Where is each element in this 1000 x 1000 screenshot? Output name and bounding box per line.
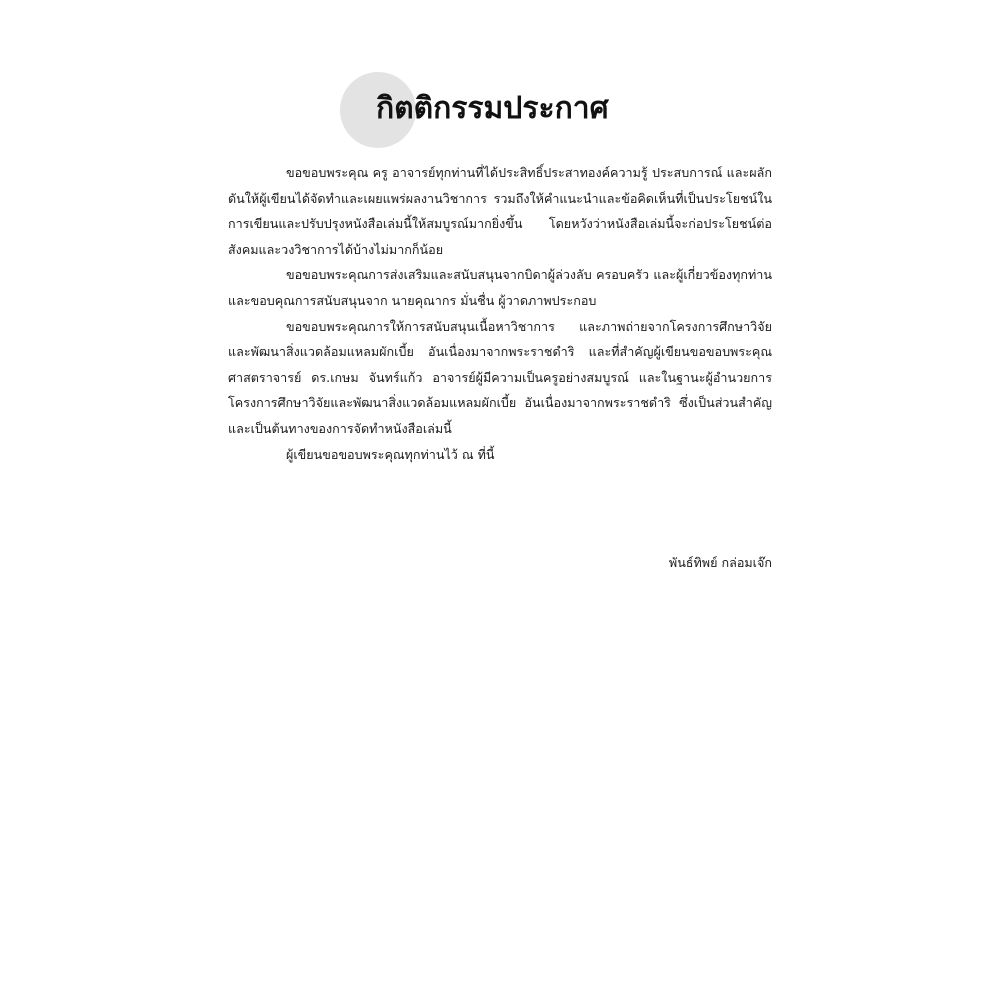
paragraph-family: ขอขอบพระคุณการส่งเสริมและสนับสนุนจากบิดาผู้ล่วงลับ ครอบครัว และผู้เกี่ยวข้องทุกท่าน และขอบคุณการสนับสนุนจาก นายคุณากร มั่นชื่น ผู้วาดภาพประกอบ <box>228 267 772 308</box>
paragraph-closing: ผู้เขียนขอขอบพระคุณทุกท่านไว้ ณ ที่นี้ <box>286 446 495 462</box>
paragraph-project: ขอขอบพระคุณการให้การสนับสนุนเนื้อหาวิชาการ และภาพถ่ายจากโครงการศึกษาวิจัยและพัฒนาสิ่งแวดล้อมแหลมผักเบี้ย อันเนื่องมาจากพระราชดำริ และที่สำคัญผู้เขียนขอขอบพระคุณ ศาสตราจารย์ ดร.เกษม จันทร์แก้ว อาจารย์ผู้มีความเป็นครูอย่างสมบูรณ์ และในฐานะผู้อำนวยการโครงการศึกษาวิจัยและพัฒนาสิ่งแวดล้อมแหลมผักเบี้ย อันเนื่องมาจากพระราชดำริ ซึ่งเป็นส่วนสำคัญและเป็นต้นทางของการจัดทำหนังสือเล่มนี้ <box>228 318 772 436</box>
paragraph-teachers: ขอขอบพระคุณ ครู อาจารย์ทุกท่านที่ได้ประสิทธิ์ประสาทองค์ความรู้ ประสบการณ์ และผลักดันให้ผู้เขียนได้จัดทำและเผยแพร่ผลงานวิชาการ รวมถึงให้คำแนะนำและข้อคิดเห็นที่เป็นประโยชน์ในการเขียนและปรับปรุงหนังสือเล่มนี้ให้สมบูรณ์มากยิ่งขึ้น โดยหวังว่าหนังสือเล่มนี้จะก่อประโยชน์ต่อสังคมและวงวิชาการได้บ้างไม่มากก็น้อย <box>228 165 772 257</box>
page-title: กิตติกรรมประกาศ <box>376 91 609 126</box>
acknowledgement-body <box>228 160 772 467</box>
title-block <box>340 72 680 148</box>
author-signature: พันธ์ทิพย์ กล่อมเจ๊ก <box>668 555 772 570</box>
